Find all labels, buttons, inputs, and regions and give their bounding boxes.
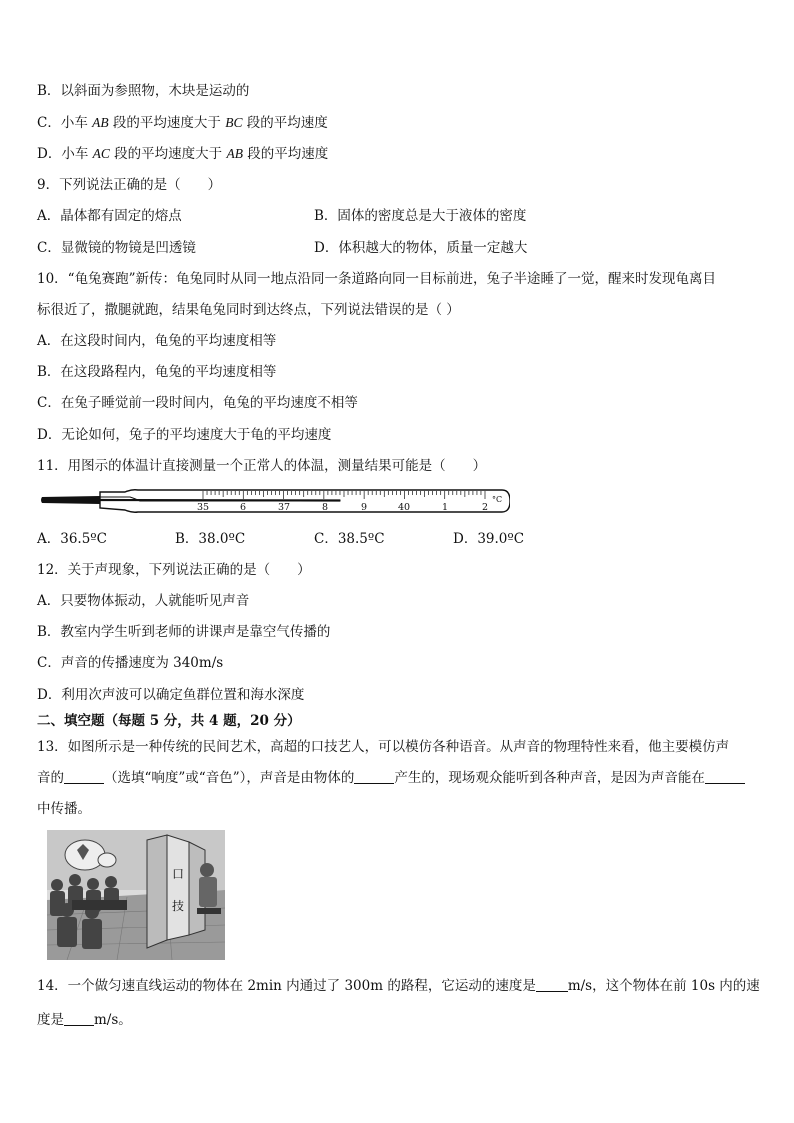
- scale-label-35: 35: [196, 502, 210, 513]
- q10-option-a: A．在这段时间内，龟兔的平均速度相等: [37, 333, 277, 349]
- scale-label-36: 6: [239, 502, 247, 513]
- q8-d-ab: AB: [226, 146, 243, 161]
- q8-d-text3: 段的平均速度: [242, 146, 329, 162]
- mercury-column: [100, 500, 340, 501]
- q8-c-ab: AB: [92, 115, 109, 130]
- scale-label-41: 1: [441, 502, 449, 513]
- q9-option-a: A．晶体都有固定的熔点: [37, 208, 182, 224]
- q10-stem-line1: 10．“龟兔赛跑”新传：龟兔同时从同一地点沿同一条道路向同一目标前进，兔子半途睡了一觉，醒来时发现龟离目: [37, 271, 716, 287]
- q13-line2: [37, 768, 745, 788]
- q8-option-d: [37, 144, 328, 164]
- q13-blank-1[interactable]: [64, 769, 104, 784]
- q13-line3: 中传播。: [37, 801, 91, 817]
- scale-label-42: 2: [481, 502, 489, 513]
- q8-option-c: [37, 113, 328, 133]
- q14-text-d: m/s。: [94, 1012, 132, 1028]
- q8-c-text2: 段的平均速度大于: [108, 115, 226, 131]
- q13-text-c: 产生的，现场观众能听到各种声音，是因为声音能在: [394, 770, 705, 786]
- q10-stem-line2: 标很近了，撒腿就跑，结果龟兔同时到达终点，下列说法错误的是（ ）: [37, 302, 460, 318]
- q8-c-bc: BC: [225, 115, 243, 130]
- q12-option-d: D．利用次声波可以确定鱼群位置和海水深度: [37, 687, 305, 703]
- q11-option-b: B．38.0ºC: [175, 531, 246, 547]
- ventriloquism-illustration: [47, 830, 225, 960]
- q8-option-b: B．以斜面为参照物，木块是运动的: [37, 83, 250, 99]
- q10-option-c: C．在兔子睡觉前一段时间内，龟兔的平均速度不相等: [37, 395, 358, 411]
- q13-text-b: （选填“响度”或“音色”），声音是由物体的: [104, 770, 355, 786]
- scale-unit: °C: [491, 495, 503, 504]
- q13-blank-3[interactable]: [705, 769, 745, 784]
- q8-c-text1: C．小车: [37, 115, 93, 131]
- screen-char-1: 口: [171, 867, 185, 881]
- q11-option-c: C．38.5ºC: [314, 531, 385, 547]
- q10-option-d: D．无论如何，兔子的平均速度大于龟的平均速度: [37, 427, 332, 443]
- q8-d-text1: D．小车: [37, 146, 93, 162]
- scale-label-39: 9: [360, 502, 368, 513]
- q14-blank-2[interactable]: [64, 1011, 94, 1026]
- thermometer-bulb: [41, 496, 100, 504]
- section-fill-in-title: 二、填空题（每题 5 分，共 4 题，20 分）: [37, 713, 301, 729]
- scale-label-37: 37: [277, 502, 291, 513]
- q14-text-b: m/s，这个物体在前 10s 内的速: [567, 978, 760, 994]
- q9-option-d: D．体积越大的物体，质量一定越大: [314, 240, 528, 256]
- q13-line1: 13．如图所示是一种传统的民间艺术，高超的口技艺人，可以模仿各种语音。从声音的物理特性来看，他主要模仿声: [37, 739, 730, 755]
- q11-option-a: A．36.5ºC: [37, 531, 107, 547]
- thermometer-figure: [40, 488, 510, 520]
- q11-stem: 11．用图示的体温计直接测量一个正常人的体温，测量结果可能是（ ）: [37, 458, 487, 474]
- q14-line1: [37, 976, 760, 996]
- q8-c-text3: 段的平均速度: [242, 115, 328, 131]
- q14-line2: [37, 1010, 132, 1030]
- q14-blank-1[interactable]: [536, 977, 568, 992]
- q14-text-a: 14．一个做匀速直线运动的物体在 2min 内通过了 300m 的路程，它运动的速度是: [37, 978, 536, 994]
- q13-text-a: 音的: [37, 770, 64, 786]
- screen-char-2: 技: [171, 899, 185, 913]
- q10-option-b: B．在这段路程内，龟兔的平均速度相等: [37, 364, 277, 380]
- q8-d-text2: 段的平均速度大于: [109, 146, 227, 162]
- q13-blank-2[interactable]: [354, 769, 394, 784]
- scale-label-38: 8: [321, 502, 329, 513]
- q12-option-c: C．声音的传播速度为 340m/s: [37, 655, 224, 671]
- q9-option-b: B．固体的密度总是大于液体的密度: [314, 208, 527, 224]
- thermometer-ticks: [203, 491, 485, 499]
- q14-text-c: 度是: [37, 1012, 64, 1028]
- q9-option-c: C．显微镜的物镜是凹透镜: [37, 240, 196, 256]
- q8-d-ac: AC: [92, 146, 110, 161]
- q9-stem: 9．下列说法正确的是（ ）: [37, 177, 222, 193]
- scale-label-40: 40: [397, 502, 411, 513]
- q12-option-b: B．教室内学生听到老师的讲课声是靠空气传播的: [37, 624, 331, 640]
- q12-option-a: A．只要物体振动，人就能听见声音: [37, 593, 250, 609]
- q11-option-d: D．39.0ºC: [453, 531, 525, 547]
- q12-stem: 12．关于声现象，下列说法正确的是（ ）: [37, 562, 311, 578]
